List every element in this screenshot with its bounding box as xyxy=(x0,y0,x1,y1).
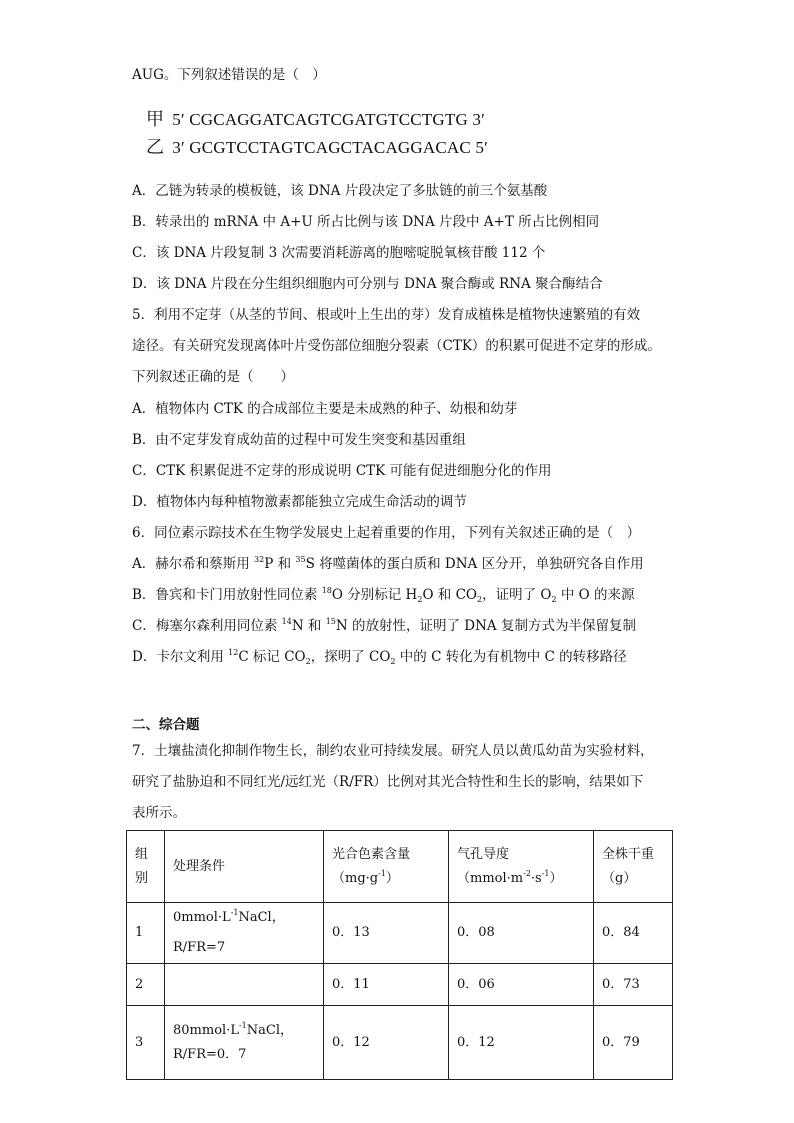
cell-dry-weight: 0．73 xyxy=(594,964,673,1006)
q4-option-a: A．乙链为转录的模板链，该 DNA 片段决定了多肽链的前三个氨基酸 xyxy=(132,183,548,199)
q6-stem: 6．同位素示踪技术在生物学发展史上起着重要的作用，下列有关叙述正确的是（ ） xyxy=(132,525,641,541)
dna-strand-jia xyxy=(146,105,485,131)
cell-pigment: 0．12 xyxy=(324,1006,449,1080)
q6-option-b: B．鲁宾和卡门用放射性同位素 $^{18}$O 分别标记 $H_2O$ 和 $CO_2$，证明了 $O_2$ 中 O 的来源 xyxy=(132,586,635,604)
q7-stem-line-1: 7．土壤盐渍化抑制作物生长，制约农业可持续发展。研究人员以黄瓜幼苗为实验材料， xyxy=(132,743,654,759)
header-dry-weight: 全株干重 （g） xyxy=(594,831,673,903)
q5-option-a: A．植物体内 CTK 的合成部位主要是未成熟的种子、幼根和幼芽 xyxy=(132,401,518,417)
q5-stem-line-1: 5．利用不定芽（从茎的节间、根或叶上生出的芽）发育成植株是植物快速繁殖的有效 xyxy=(132,307,641,323)
q5-option-b: B．由不定芽发育成幼苗的过程中可发生突变和基因重组 xyxy=(132,432,466,448)
header-pigment: 光合色素含量 $(mg\cdot g^{-1})$ xyxy=(324,831,449,903)
q4-option-b: B．转录出的 mRNA 中 A+U 所占比例与该 DNA 片段中 A+T 所占比例相同 xyxy=(132,214,600,230)
cell-pigment: 0．13 xyxy=(324,903,449,964)
q6-option-c: C．梅塞尔森利用同位素 $^{14}$N 和 $^{15}$N 的放射性，证明了 DNA 复制方式为半保留复制 xyxy=(132,617,636,634)
q6-option-a: A．赫尔希和蔡斯用 $^{32}$P 和 $^{35}$S 将噬菌体的蛋白质和 DNA 区分开，单独研究各自作用 xyxy=(132,555,644,572)
header-group: 组 别 xyxy=(127,831,165,903)
strand-label-jia: 甲 xyxy=(146,109,165,130)
dna-strand-yi xyxy=(146,133,488,159)
table-row xyxy=(127,903,673,964)
q4-option-d: D．该 DNA 片段在分生组织细胞内可分别与 DNA 聚合酶或 RNA 聚合酶结合 xyxy=(132,276,603,292)
strand-label-yi: 乙 xyxy=(146,137,165,158)
cell-group: 1 xyxy=(127,903,165,964)
cell-group: 2 xyxy=(127,964,165,1006)
q6-option-d: D．卡尔文利用 $^{12}$C 标记 $CO_2$，探明了 $CO_2$ 中的 C 转化为有机物中 C 的转移路径 xyxy=(132,648,627,666)
cell-dry-weight: 0．84 xyxy=(594,903,673,964)
cell-stomata: 0．12 xyxy=(449,1006,594,1080)
q5-option-d: D．植物体内每种植物激素都能独立完成生命活动的调节 xyxy=(132,494,467,510)
cell-condition: $0mmol\cdot L^{-1}NaCl$，R/FR=7 xyxy=(165,903,324,964)
cell-pigment: 0．11 xyxy=(324,964,449,1006)
results-table xyxy=(126,830,673,1080)
q7-stem-line-3: 表所示。 xyxy=(132,805,186,821)
header-stomatal-conductance: 气孔导度 $(mmol\cdot m^{-2}\cdot s^{-1})$ xyxy=(449,831,594,903)
q7-stem-line-2: 研究了盐胁迫和不同红光/远红光（R/FR）比例对其光合特性和生长的影响，结果如下 xyxy=(132,774,644,790)
cell-condition xyxy=(165,964,324,1006)
strand-sequence-yi: 3′ GCGTCCTAGTCAGCTACAGGACAC 5′ xyxy=(172,138,488,157)
cell-dry-weight: 0．79 xyxy=(594,1006,673,1080)
table-row xyxy=(127,1006,673,1080)
cell-condition: $80mmol\cdot L^{-1}NaCl$， R/FR=0．7 xyxy=(165,1006,324,1080)
section-title: 二、综合题 xyxy=(132,717,200,733)
header-condition: 处理条件 xyxy=(165,831,324,903)
cell-group: 3 xyxy=(127,1006,165,1080)
table-header-row xyxy=(127,831,673,903)
q5-stem-line-2: 途径。有关研究发现离体叶片受伤部位细胞分裂素（CTK）的积累可促进不定芽的形成。 xyxy=(132,338,661,354)
cell-stomata: 0．06 xyxy=(449,964,594,1006)
question-4-tail: AUG。下列叙述错误的是（ ） xyxy=(132,67,326,83)
cell-stomata: 0．08 xyxy=(449,903,594,964)
q5-stem-line-3: 下列叙述正确的是（ ） xyxy=(132,369,294,385)
strand-sequence-jia: 5′ CGCAGGATCAGTCGATGTCCTGTG 3′ xyxy=(172,110,486,129)
q4-option-c: C．该 DNA 片段复制 3 次需要消耗游离的胞嘧啶脱氧核苷酸 112 个 xyxy=(132,245,546,261)
q5-option-c: C．CTK 积累促进不定芽的形成说明 CTK 可能有促进细胞分化的作用 xyxy=(132,463,552,479)
table-row xyxy=(127,964,673,1006)
